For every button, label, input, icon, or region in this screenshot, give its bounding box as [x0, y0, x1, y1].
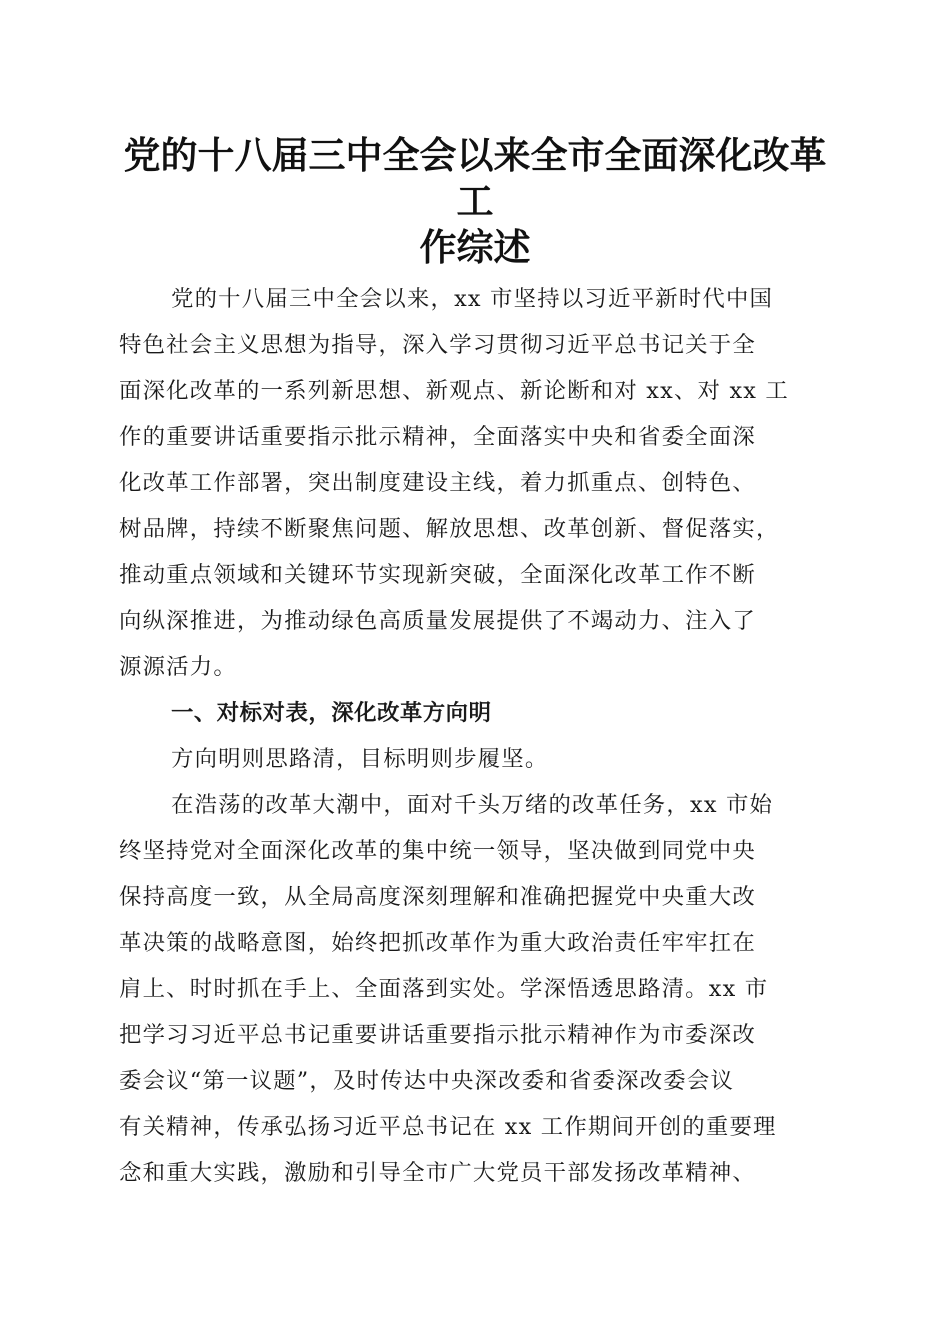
text-line: 推动重点领域和关键环节实现新突破，全面深化改革工作不断: [119, 562, 756, 588]
text-line: 源源活力。: [119, 654, 237, 680]
text-line: 把学习习近平总书记重要讲话重要指示批示精神作为市委深改: [119, 1022, 756, 1048]
text-line: 念和重大实践，激励和引导全市广大党员干部发扬改革精神、: [119, 1160, 756, 1186]
text-line: 保持高度一致，从全局高度深刻理解和准确把握党中央重大改: [119, 884, 756, 910]
text-line: 肩上、时时抓在手上、全面落到实处。学深悟透思路清。xx 市: [119, 976, 769, 1002]
text-line: 委会议“第一议题”，及时传达中央深改委和省委深改委会议: [119, 1068, 735, 1094]
text-line: 面深化改革的一系列新思想、新观点、新论断和对 xx、对 xx 工: [119, 378, 790, 404]
text-line: 在浩荡的改革大潮中，面对千头万绪的改革任务，xx 市始: [171, 792, 774, 818]
text-line: 特色社会主义思想为指导，深入学习贯彻习近平总书记关于全: [119, 332, 756, 358]
text-line: 党的十八届三中全会以来，xx 市坚持以习近平新时代中国: [171, 286, 774, 312]
text-line: 作的重要讲话重要指示批示精神，全面落实中央和省委全面深: [119, 424, 756, 450]
section-heading: 一、对标对表，深化改革方向明: [171, 700, 492, 726]
text-line: 化改革工作部署，突出制度建设主线，着力抓重点、创特色、: [119, 470, 756, 496]
text-line: 革决策的战略意图，始终把抓改革作为重大政治责任牢牢扛在: [119, 930, 756, 956]
document-body: [119, 276, 831, 1196]
text-line: 向纵深推进，为推动绿色高质量发展提供了不竭动力、注入了: [119, 608, 756, 634]
text-line: 有关精神，传承弘扬习近平总书记在 xx 工作期间开创的重要理: [119, 1114, 777, 1140]
title-line-2: 作综述: [419, 225, 531, 269]
title-line-1: 党的十八届三中全会以来全市全面深化改革工: [123, 133, 827, 223]
text-line: 终坚持党对全面深化改革的集中统一领导，坚决做到同党中央: [119, 838, 756, 864]
text-line: 树品牌，持续不断聚焦问题、解放思想、改革创新、督促落实，: [119, 516, 780, 542]
document-title: [110, 132, 840, 270]
text-line: 方向明则思路清，目标明则步履坚。: [171, 746, 549, 772]
